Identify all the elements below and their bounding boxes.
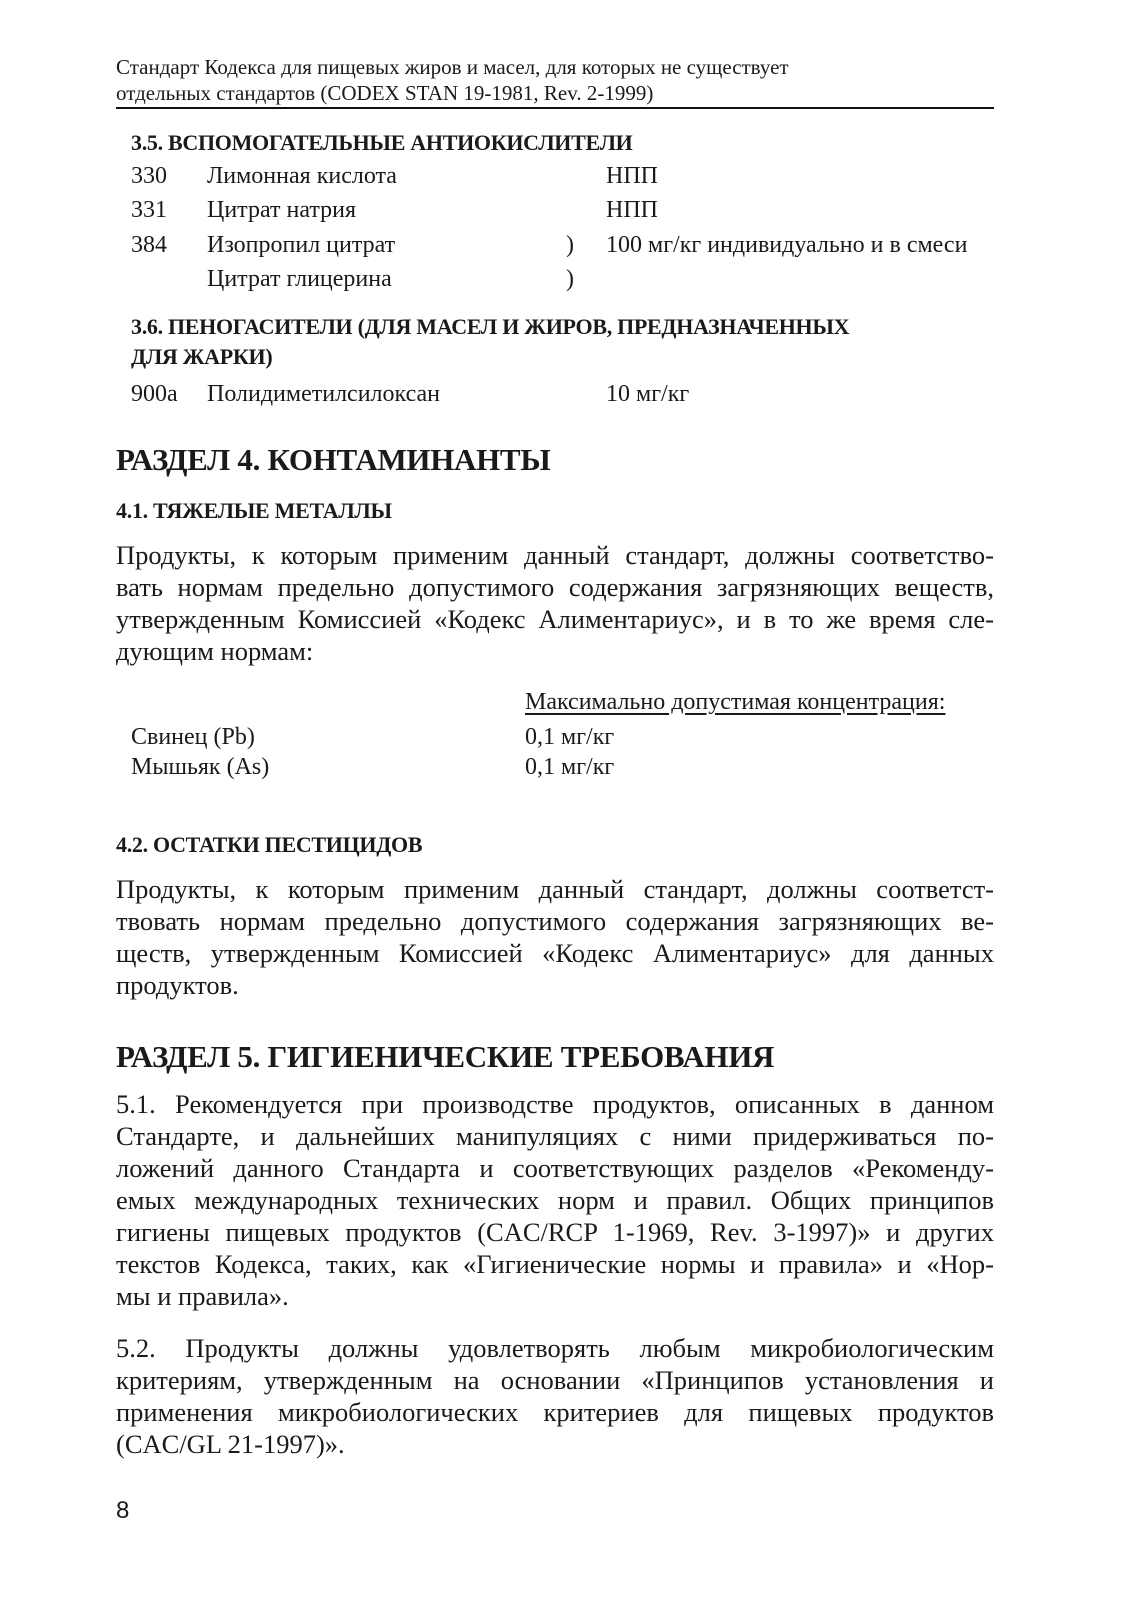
paragraph-line: гигиены пищевых продуктов (CAC/RCP 1-1969, Rev. 3-1997)» и других: [116, 1217, 994, 1247]
paragraph-line: ществ, утвержденным Комиссией «Кодекс Алиментариус» для данных: [116, 938, 994, 968]
section-4-1-title: 4.1. ТЯЖЕЛЫЕ МЕТАЛЛЫ: [116, 498, 392, 523]
header-rule: [116, 107, 994, 109]
paragraph-line: применения микробиологических критериев для пищевых продуктов: [116, 1397, 994, 1427]
paragraph-line: критериям, утвержденным на основании «Принципов установления и: [116, 1365, 994, 1395]
group-bracket: ): [566, 232, 574, 258]
paragraph-line: продуктов.: [116, 970, 239, 1000]
additive-level: НПП: [606, 197, 658, 223]
paragraph-line: текстов Кодекса, таких, как «Гигиенические нормы и правила» и «Нор-: [116, 1249, 994, 1279]
section-3-6-title-line-1: 3.6. ПЕНОГАСИТЕЛИ (ДЛЯ МАСЕЛ И ЖИРОВ, ПРЕДНАЗНАЧЕННЫХ: [131, 314, 850, 339]
additive-code: 330: [131, 163, 167, 189]
additive-name: Лимонная кислота: [207, 163, 397, 189]
additive-code: 900a: [131, 381, 178, 407]
contaminant-name: Мышьяк (As): [131, 754, 270, 780]
paragraph-line: мы и правила».: [116, 1281, 289, 1311]
limits-table-header: Максимально допустимая концентрация:: [525, 689, 946, 715]
additive-level: НПП: [606, 163, 658, 189]
additive-name: Цитрат глицерина: [207, 266, 392, 292]
paragraph-line: 5.1. Рекомендуется при производстве продуктов, описанных в данном: [116, 1089, 994, 1119]
additive-code: 384: [131, 232, 167, 258]
section-4-1-paragraph: [116, 539, 994, 667]
section-5-1-paragraph: [116, 1088, 994, 1312]
paragraph-line: Стандарте, и дальнейших манипуляциях с ними придерживаться по-: [116, 1121, 994, 1151]
additive-name: Цитрат натрия: [207, 197, 357, 223]
section-4-2-paragraph: [116, 873, 994, 1001]
section-3-6-title-line-2: ДЛЯ ЖАРКИ): [131, 344, 273, 369]
paragraph-line: Продукты, к которым применим данный стандарт, должны соответство-: [116, 540, 994, 570]
paragraph-line: дующим нормам:: [116, 636, 314, 666]
section-4-title: РАЗДЕЛ 4. КОНТАМИНАНТЫ: [116, 442, 551, 477]
section-3-5-title: 3.5. ВСПОМОГАТЕЛЬНЫЕ АНТИОКИСЛИТЕЛИ: [131, 130, 633, 155]
section-5-title: РАЗДЕЛ 5. ГИГИЕНИЧЕСКИЕ ТРЕБОВАНИЯ: [116, 1039, 775, 1074]
page-number: 8: [116, 1497, 130, 1524]
paragraph-line: вать нормам предельно допустимого содержания загрязняющих веществ,: [116, 572, 994, 602]
additive-level: 100 мг/кг индивидуально и в смеси: [606, 232, 968, 258]
paragraph-line: ложений данного Стандарта и соответствующих разделов «Рекоменду-: [116, 1153, 994, 1183]
additive-name: Изопропил цитрат: [207, 232, 396, 258]
additive-level: 10 мг/кг: [606, 381, 690, 407]
paragraph-line: Продукты, к которым применим данный стандарт, должны соответст-: [116, 874, 994, 904]
running-header-line-2: отдельных стандартов (CODEX STAN 19-1981, Rev. 2-1999): [116, 81, 654, 105]
paragraph-line: утвержденным Комиссией «Кодекс Алиментариус», и в то же время сле-: [116, 604, 994, 634]
paragraph-line: емых международных технических норм и правил. Общих принципов: [116, 1185, 994, 1215]
group-bracket: ): [566, 266, 574, 292]
paragraph-line: (CAC/GL 21-1997)».: [116, 1429, 345, 1459]
additive-name: Полидиметилсилоксан: [207, 381, 441, 407]
running-header-line-1: Стандарт Кодекса для пищевых жиров и масел, для которых не существует: [116, 55, 789, 79]
paragraph-line: 5.2. Продукты должны удовлетворять любым микробиологическим: [116, 1333, 994, 1363]
section-5-2-paragraph: [116, 1332, 994, 1460]
additive-code: 331: [131, 197, 167, 223]
contaminant-limit: 0,1 мг/кг: [525, 754, 615, 780]
contaminant-name: Свинец (Pb): [131, 724, 255, 750]
section-4-2-title: 4.2. ОСТАТКИ ПЕСТИЦИДОВ: [116, 832, 423, 857]
contaminant-limit: 0,1 мг/кг: [525, 724, 615, 750]
paragraph-line: твовать нормам предельно допустимого содержания загрязняющих ве-: [116, 906, 994, 936]
